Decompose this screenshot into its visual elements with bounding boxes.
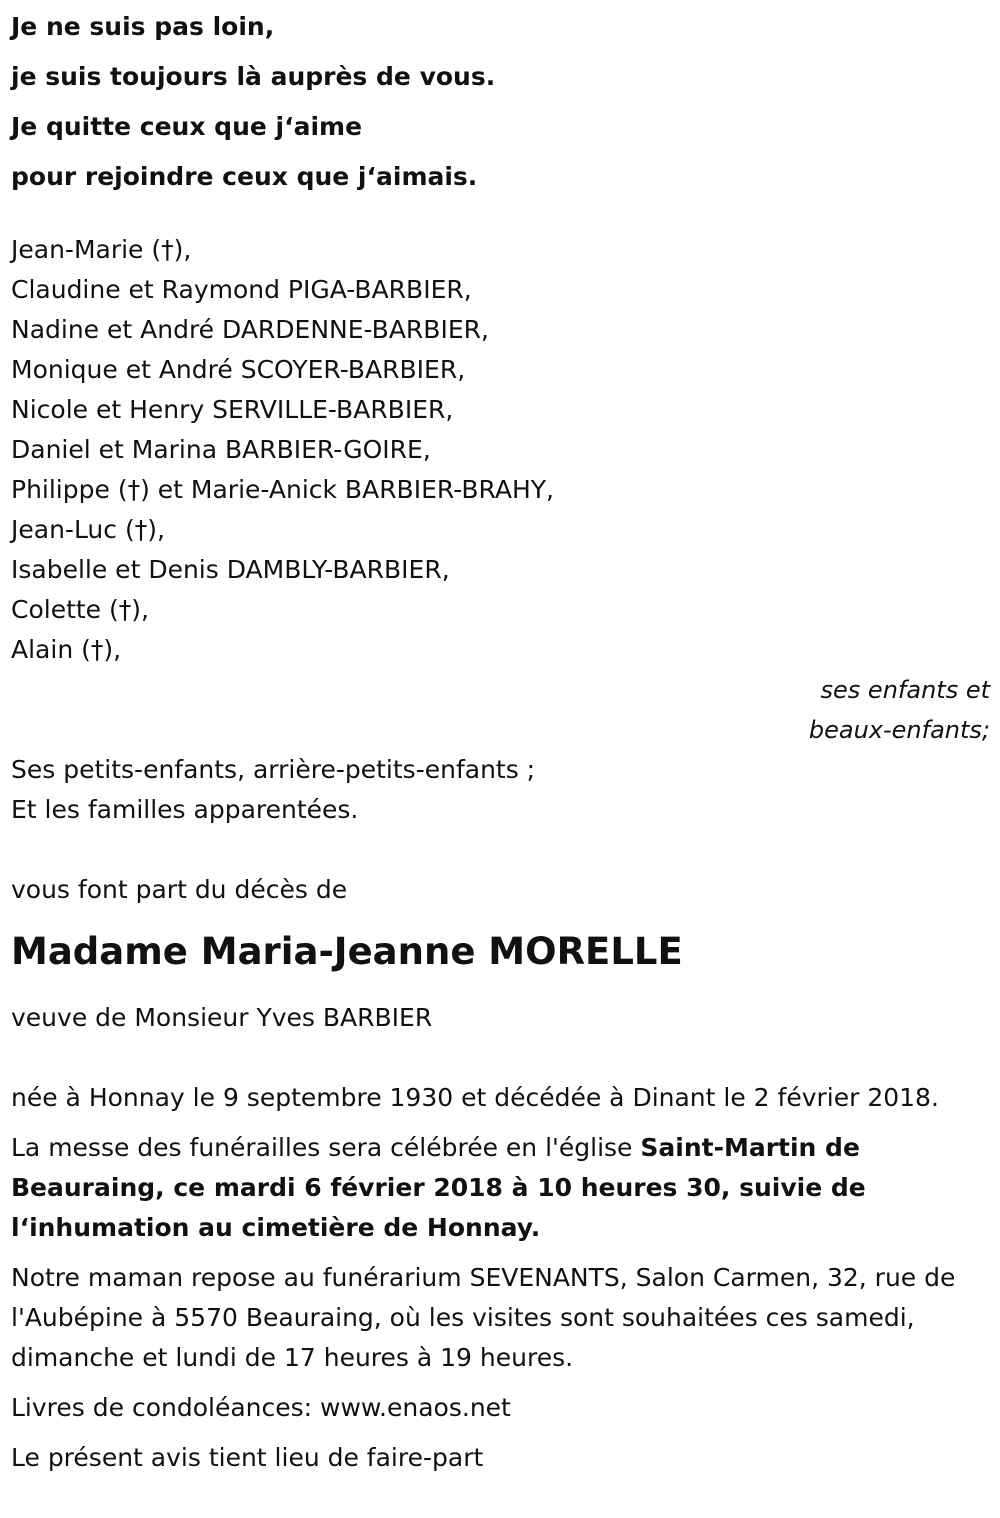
poem xyxy=(11,0,991,202)
notice-text: Le présent avis tient lieu de faire-part xyxy=(11,1443,484,1472)
visitation-info: Notre maman repose au funérarium SEVENANTS, Salon Carmen, 32, rue de l'Aubépine à 5570 Beauraing, où les visites sont souhaitées ces samedi, dimanche et lundi de 17 heures à 19 heures. xyxy=(11,1263,956,1372)
poem-line: je suis toujours là auprès de vous. xyxy=(11,62,496,91)
condolences-info: Livres de condoléances: www.enaos.net xyxy=(11,1393,511,1422)
family-member: Alain (†), xyxy=(11,635,122,664)
deceased-name: Madame Maria-Jeanne MORELLE xyxy=(11,930,683,973)
family-list xyxy=(11,230,991,670)
family-member: Nicole et Henry SERVILLE-BARBIER, xyxy=(11,395,454,424)
family-member: Jean-Marie (†), xyxy=(11,235,192,264)
family-member: Philippe (†) et Marie-Anick BARBIER-BRAHY, xyxy=(11,475,554,504)
funeral-intro: La messe des funérailles sera célébrée en l'église xyxy=(11,1133,641,1162)
funeral-info xyxy=(11,1128,991,1248)
family-member: Claudine et Raymond PIGA-BARBIER, xyxy=(11,275,472,304)
relatives xyxy=(11,750,991,830)
notice-content xyxy=(11,0,991,1488)
relatives-line: Ses petits-enfants, arrière-petits-enfants ; xyxy=(11,755,536,784)
poem-line: Je quitte ceux que j‘aime xyxy=(11,112,363,141)
family-member: Nadine et André DARDENNE-BARBIER, xyxy=(11,315,489,344)
family-member: Monique et André SCOYER-BARBIER, xyxy=(11,355,466,384)
birth-death-info: née à Honnay le 9 septembre 1930 et décédée à Dinant le 2 février 2018. xyxy=(11,1083,939,1112)
funeral-details: Saint-Martin de Beauraing, ce mardi 6 février 2018 à 10 heures 30, suivie de l‘inhumation au cimetière de Honnay. xyxy=(11,1133,866,1242)
family-member: Colette (†), xyxy=(11,595,149,624)
widow-of: veuve de Monsieur Yves BARBIER xyxy=(11,1003,433,1032)
poem-line: pour rejoindre ceux que j‘aimais. xyxy=(11,162,478,191)
relatives-line: Et les familles apparentées. xyxy=(11,795,359,824)
children-note-line: ses enfants et xyxy=(820,676,990,704)
family-member: Jean-Luc (†), xyxy=(11,515,165,544)
poem-line: Je ne suis pas loin, xyxy=(11,12,275,41)
children-note-line: beaux-enfants; xyxy=(808,716,990,744)
family-member: Daniel et Marina BARBIER-GOIRE, xyxy=(11,435,431,464)
announcement-text: vous font part du décès de xyxy=(11,875,348,904)
family-member: Isabelle et Denis DAMBLY-BARBIER, xyxy=(11,555,450,584)
children-note xyxy=(11,670,991,750)
